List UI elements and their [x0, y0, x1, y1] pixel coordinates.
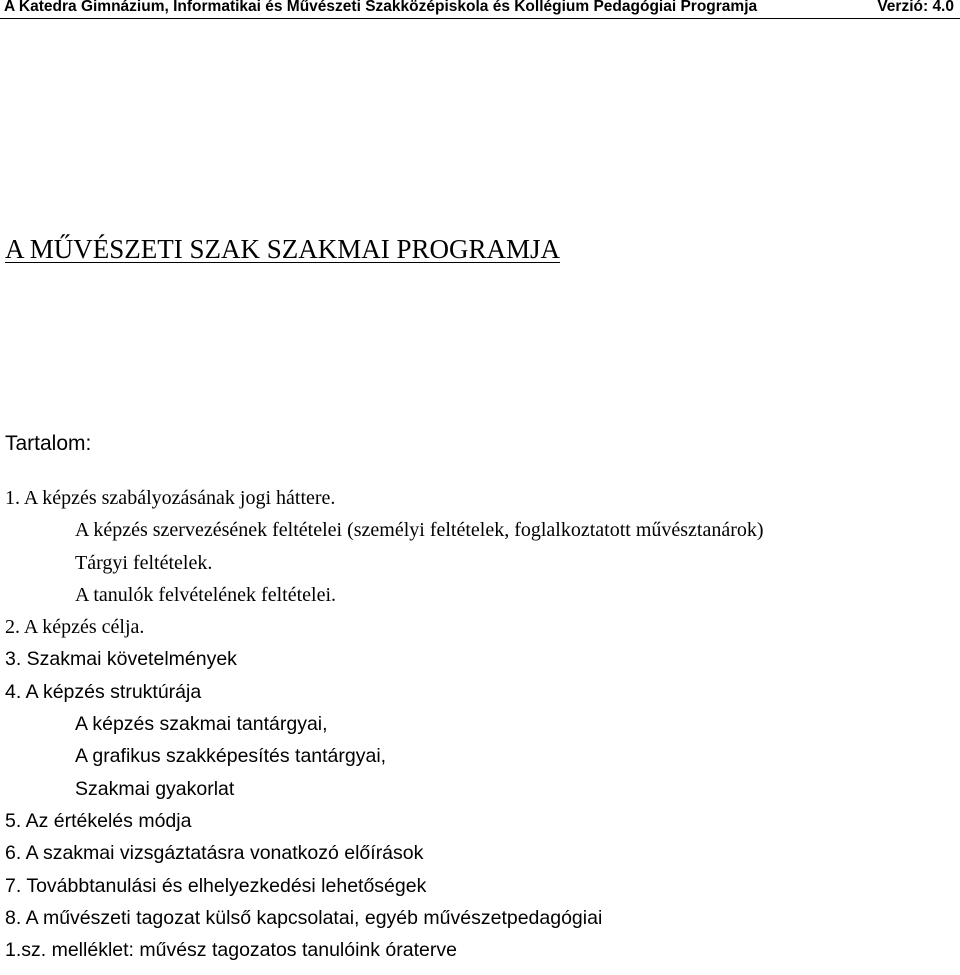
document-title: A MŰVÉSZETI SZAK SZAKMAI PROGRAMJA: [5, 234, 561, 264]
toc-item-2-training-goal: 2. A képzés célja.: [5, 616, 145, 639]
toc-item-graphic-qualification-subjects: A grafikus szakképesítés tantárgyai,: [75, 745, 387, 768]
toc-item-4-training-structure: 4. A képzés struktúrája: [5, 680, 202, 703]
toc-item-organization-conditions: A képzés szervezésének feltételei (személyi feltételek, foglalkoztatott művésztanárok): [75, 519, 764, 542]
toc-item-5-assessment: 5. Az értékelés módja: [5, 809, 192, 832]
toc-item-professional-practice: Szakmai gyakorlat: [75, 777, 235, 800]
toc-item-3-professional-requirements: 3. Szakmai követelmények: [5, 648, 237, 671]
toc-heading: Tartalom:: [5, 432, 92, 455]
toc-item-appendix-1-timetable: 1.sz. melléklet: művész tagozatos tanulóink óraterve: [5, 939, 457, 962]
toc-item-professional-subjects: A képzés szakmai tantárgyai,: [75, 713, 328, 736]
header-school-program-title: A Katedra Gimnázium, Informatikai és Művészeti Szakközépiskola és Kollégium Pedagógiai Programja: [4, 0, 758, 15]
toc-item-1-legal-background: 1. A képzés szabályozásának jogi háttere.: [5, 487, 336, 509]
toc-item-7-further-study: 7. Továbbtanulási és elhelyezkedési lehetőségek: [5, 874, 427, 897]
table-of-contents: [0, 482, 764, 966]
header-version: Verzió: 4.0: [877, 0, 954, 15]
toc-item-admission-conditions: A tanulók felvételének feltételei.: [75, 583, 336, 606]
toc-item-6-exam-regulations: 6. A szakmai vizsgáztatásra vonatkozó előírások: [5, 842, 424, 865]
toc-item-8-external-relations: 8. A művészeti tagozat külső kapcsolatai, egyéb művészetpedagógiai: [5, 906, 603, 929]
header-divider: [0, 18, 960, 19]
toc-item-material-conditions: Tárgyi feltételek.: [75, 551, 213, 574]
page-header: [0, 0, 960, 18]
